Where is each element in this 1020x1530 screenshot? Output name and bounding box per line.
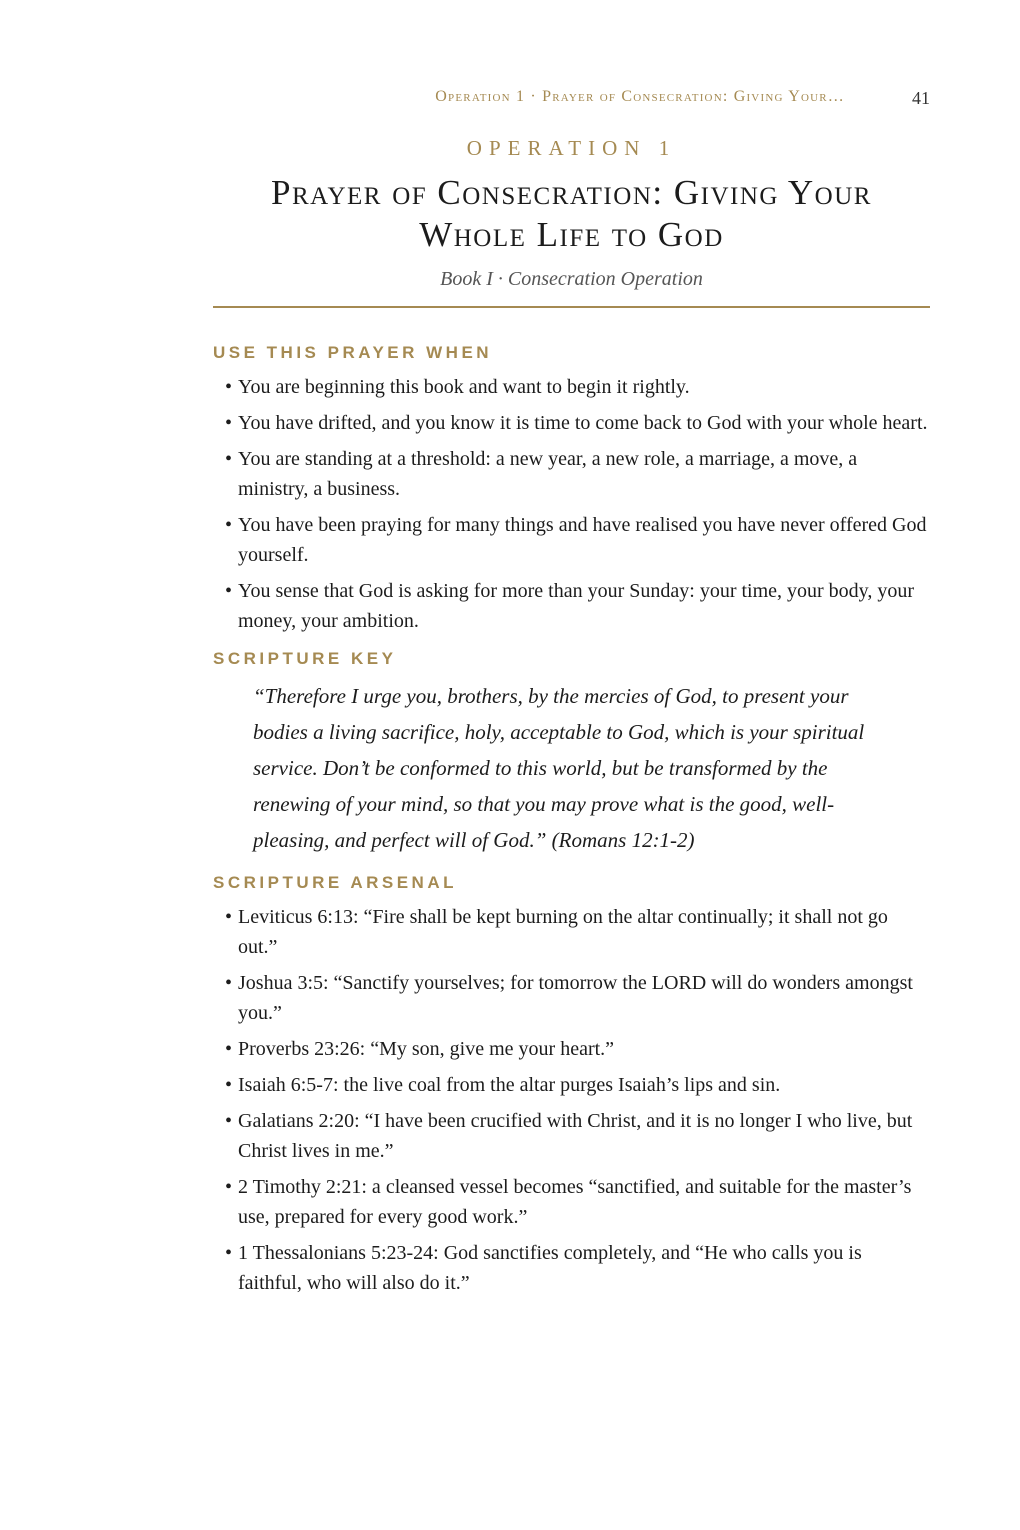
- scripture-key-heading: SCRIPTURE KEY: [213, 649, 397, 668]
- chapter-subtitle: Book I · Consecration Operation: [440, 268, 703, 290]
- list-item: • You have drifted, and you know it is time to come back to God with your whole heart.: [225, 412, 928, 434]
- list-item: • Leviticus 6:13: “Fire shall be kept burning on the altar continually; it shall not go out.”: [225, 906, 888, 958]
- chapter-title: Prayer of Consecration: Giving Your Whole Life to God: [271, 173, 872, 254]
- running-head: Operation 1 · Prayer of Consecration: Giving Your…: [435, 88, 845, 105]
- list-item: • You are beginning this book and want to begin it rightly.: [225, 376, 690, 398]
- list-item: • You are standing at a threshold: a new year, a new role, a marriage, a move, a ministry, a business.: [225, 448, 858, 500]
- list-item: • You have been praying for many things and have realised you have never offered God yourself.: [225, 514, 927, 566]
- list-item: • You sense that God is asking for more than your Sunday: your time, your body, your money, your ambition.: [225, 580, 915, 632]
- scripture-arsenal-list: [213, 902, 930, 1298]
- chapter-header: [213, 134, 930, 292]
- list-item: • Isaiah 6:5-7: the live coal from the altar purges Isaiah’s lips and sin.: [225, 1074, 781, 1096]
- operation-kicker: OPERATION 1: [466, 136, 677, 160]
- header-divider: [213, 306, 930, 308]
- list-item: • Galatians 2:20: “I have been crucified with Christ, and it is no longer I who live, but Christ lives in me.”: [225, 1110, 913, 1162]
- page-number: 41: [912, 88, 930, 108]
- scripture-arsenal-heading: SCRIPTURE ARSENAL: [213, 873, 457, 892]
- list-item: • Joshua 3:5: “Sanctify yourselves; for tomorrow the LORD will do wonders amongst you.”: [225, 972, 913, 1024]
- list-item: • 1 Thessalonians 5:23-24: God sanctifies completely, and “He who calls you is faithful, who will also do it.”: [225, 1242, 862, 1294]
- list-item: • Proverbs 23:26: “My son, give me your heart.”: [225, 1038, 615, 1060]
- use-when-heading: USE THIS PRAYER WHEN: [213, 343, 493, 362]
- list-item: • 2 Timothy 2:21: a cleansed vessel becomes “sanctified, and suitable for the master’s use, prepared for every good work.”: [225, 1176, 912, 1228]
- use-when-list: [213, 372, 930, 636]
- scripture-key-quote: “Therefore I urge you, brothers, by the mercies of God, to present your bodies a living sacrifice, holy, acceptable to God, which is your spiritual service. Don’t be conformed to this world, but be transformed by the renewing of your mind, so that you may prove what is the good, well-pleasing, and perfect will of God.” (Romans 12:1-2): [253, 684, 865, 852]
- page-content: [213, 340, 930, 1308]
